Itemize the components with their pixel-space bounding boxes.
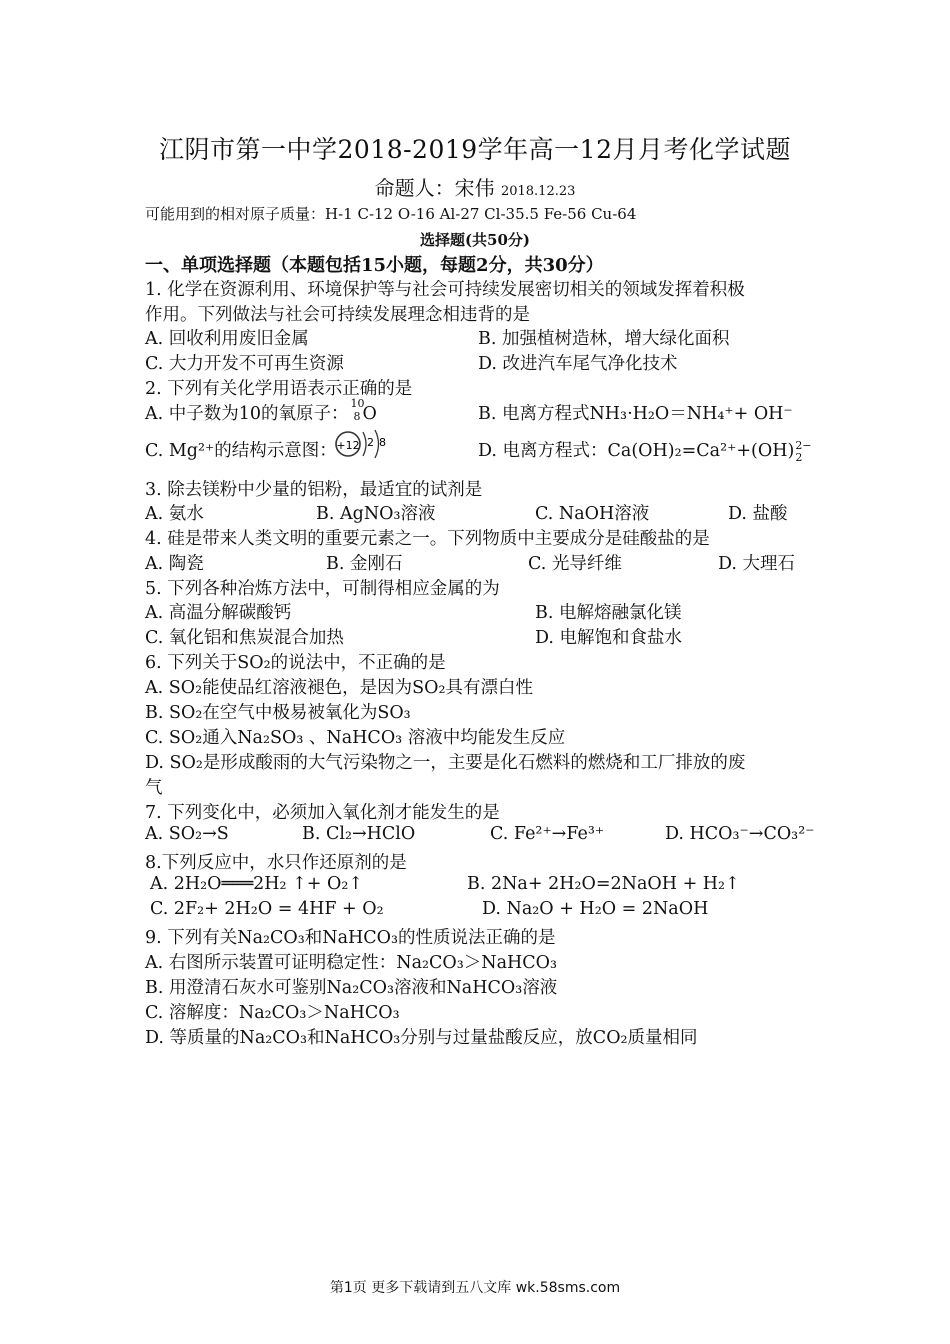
q6-option-c: C. SO₂通入Na₂SO₃ 、NaHCO₃ 溶液中均能发生反应 [145, 728, 566, 748]
q2-option-b: B. 电离方程式NH₃·H₂O＝NH₄⁺+ OH⁻ [478, 404, 793, 424]
hydroxide-charge: 2− [795, 439, 812, 452]
nucleus-charge: +12 [336, 439, 360, 452]
exam-date: 2018.12.23 [500, 184, 576, 199]
q7-option-d: D. HCO₃⁻→CO₃²⁻ [665, 824, 815, 844]
q9-option-b: B. 用澄清石灰水可鉴别Na₂CO₃溶液和NaHCO₃溶液 [145, 978, 558, 998]
q5-option-b: B. 电解熔融氯化镁 [535, 603, 682, 623]
q3-stem: 3. 除去镁粉中少量的铝粉，最适宜的试剂是 [145, 480, 483, 500]
q9-stem: 9. 下列有关Na₂CO₃和NaHCO₃的性质说法正确的是 [145, 928, 556, 948]
part-heading: 一、单项选择题（本题包括15小题，每题2分，共30分） [145, 255, 604, 276]
page-footer: 第1页 更多下载请到五八文库 wk.58sms.com [329, 1280, 621, 1296]
q3-option-b: B. AgNO₃溶液 [316, 504, 436, 524]
q5-option-c: C. 氧化铝和焦炭混合加热 [145, 628, 344, 648]
q2-option-a [145, 397, 377, 425]
atomic-masses: 可能用到的相对原子质量：H-1 C-12 O-16 Al-27 Cl-35.5 Fe-56 Cu-64 [145, 205, 637, 223]
q3-option-c: C. NaOH溶液 [535, 504, 650, 524]
q2-option-d-text: D. 电离方程式：Ca(OH)₂=Ca²⁺+(OH) [478, 441, 795, 461]
atomic-number: 8 [353, 410, 361, 423]
q7-option-a: A. SO₂→S [145, 824, 229, 844]
q1-option-c: C. 大力开发不可再生资源 [145, 354, 344, 374]
q1-stem-2: 作用。下列做法与社会可持续发展理念相违背的是 [145, 305, 530, 325]
isotope-notation [349, 397, 365, 423]
q4-option-d: D. 大理石 [718, 554, 796, 574]
q7-option-c: C. Fe²⁺→Fe³⁺ [490, 824, 605, 844]
q2-option-d [478, 437, 810, 462]
q1-option-a: A. 回收利用废旧金属 [145, 329, 309, 349]
q5-option-d: D. 电解饱和食盐水 [535, 628, 683, 648]
q7-stem: 7. 下列变化中，必须加入氧化剂才能发生的是 [145, 803, 500, 823]
mass-number: 10 [350, 397, 365, 410]
q9-option-c: C. 溶解度：Na₂CO₃＞NaHCO₃ [145, 1003, 400, 1023]
hydroxide-subscript: 2 [795, 451, 803, 464]
page-title: 江阴市第一中学2018-2019学年高一12月月考化学试题 [158, 135, 791, 164]
q5-stem: 5. 下列各种冶炼方法中，可制得相应金属的为 [145, 579, 500, 599]
q6-option-a: A. SO₂能使品红溶液褪色，是因为SO₂具有漂白性 [145, 678, 533, 698]
q1-option-d: D. 改进汽车尾气净化技术 [478, 354, 678, 374]
q4-option-b: B. 金刚石 [326, 554, 403, 574]
hydroxide-index [794, 437, 812, 464]
q6-option-b: B. SO₂在空气中极易被氧化为SO₃ [145, 703, 411, 723]
q2-stem: 2. 下列有关化学用语表示正确的是 [145, 379, 413, 399]
q1-option-b: B. 加强植树造林，增大绿化面积 [478, 329, 730, 349]
author-line [0, 172, 950, 201]
q5-option-a: A. 高温分解碳酸钙 [145, 603, 292, 623]
q2-option-a-text: A. 中子数为10的氧原子： [145, 404, 349, 424]
q7-option-b: B. Cl₂→HClO [302, 824, 416, 844]
shell-2-count: 8 [379, 436, 386, 449]
q8-option-a: A. 2H₂O═══2H₂ ↑+ O₂↑ [150, 874, 364, 894]
electron-shell-2 [375, 430, 379, 458]
q4-stem: 4. 硅是带来人类文明的重要元素之一。下列物质中主要成分是硅酸盐的是 [145, 529, 710, 549]
q6-stem: 6. 下列关于SO₂的说法中，不正确的是 [145, 653, 446, 673]
q6-option-d-2: 气 [145, 778, 163, 798]
shell-1-count: 2 [367, 436, 374, 449]
q9-option-a: A. 右图所示装置可证明稳定性：Na₂CO₃＞NaHCO₃ [145, 953, 558, 973]
q6-option-d-1: D. SO₂是形成酸雨的大气污染物之一，主要是化石燃料的燃烧和工厂排放的废 [145, 753, 746, 773]
q4-option-c: C. 光导纤维 [528, 554, 622, 574]
q8-option-d: D. Na₂O + H₂O = 2NaOH [482, 899, 709, 919]
q1-stem-1: 1. 化学在资源利用、环境保护等与社会可持续发展密切相关的领域发挥着积极 [145, 280, 745, 300]
q8-option-b: B. 2Na+ 2H₂O=2NaOH + H₂↑ [467, 874, 740, 894]
q3-option-d: D. 盐酸 [728, 504, 788, 524]
mg-ion-structure-diagram [333, 424, 393, 464]
q9-option-d: D. 等质量的Na₂CO₃和NaHCO₃分别与过量盐酸反应，放CO₂质量相同 [145, 1028, 698, 1048]
q4-option-a: A. 陶瓷 [145, 554, 204, 574]
isotope-symbol: O [362, 404, 377, 424]
author-label: 命题人：宋伟 [374, 176, 495, 200]
q8-option-c: C. 2F₂+ 2H₂O = 4HF + O₂ [150, 899, 384, 919]
section-title: 选择题(共50分) [419, 231, 531, 249]
q2-option-c: C. Mg²⁺的结构示意图： [145, 441, 337, 461]
electron-shell-1 [363, 432, 366, 456]
q3-option-a: A. 氨水 [145, 504, 204, 524]
q8-stem: 8.下列反应中，水只作还原剂的是 [145, 853, 407, 873]
